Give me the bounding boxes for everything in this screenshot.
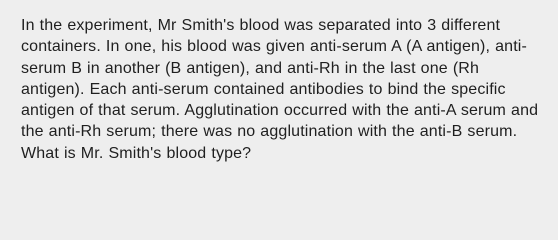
question-text: In the experiment, Mr Smith's blood was separated into 3 different containers. In one, his blood was given anti-serum A (A antigen), anti-serum B in another (B antigen), and anti-Rh in the last one (Rh antigen). Each anti-serum contained antibodies to bind the specific antigen of that serum. Agglutination occurred with the anti-A serum and the anti-Rh serum; there was no agglutination with the anti-B serum. What is Mr. Smith's blood type? (21, 17, 539, 162)
